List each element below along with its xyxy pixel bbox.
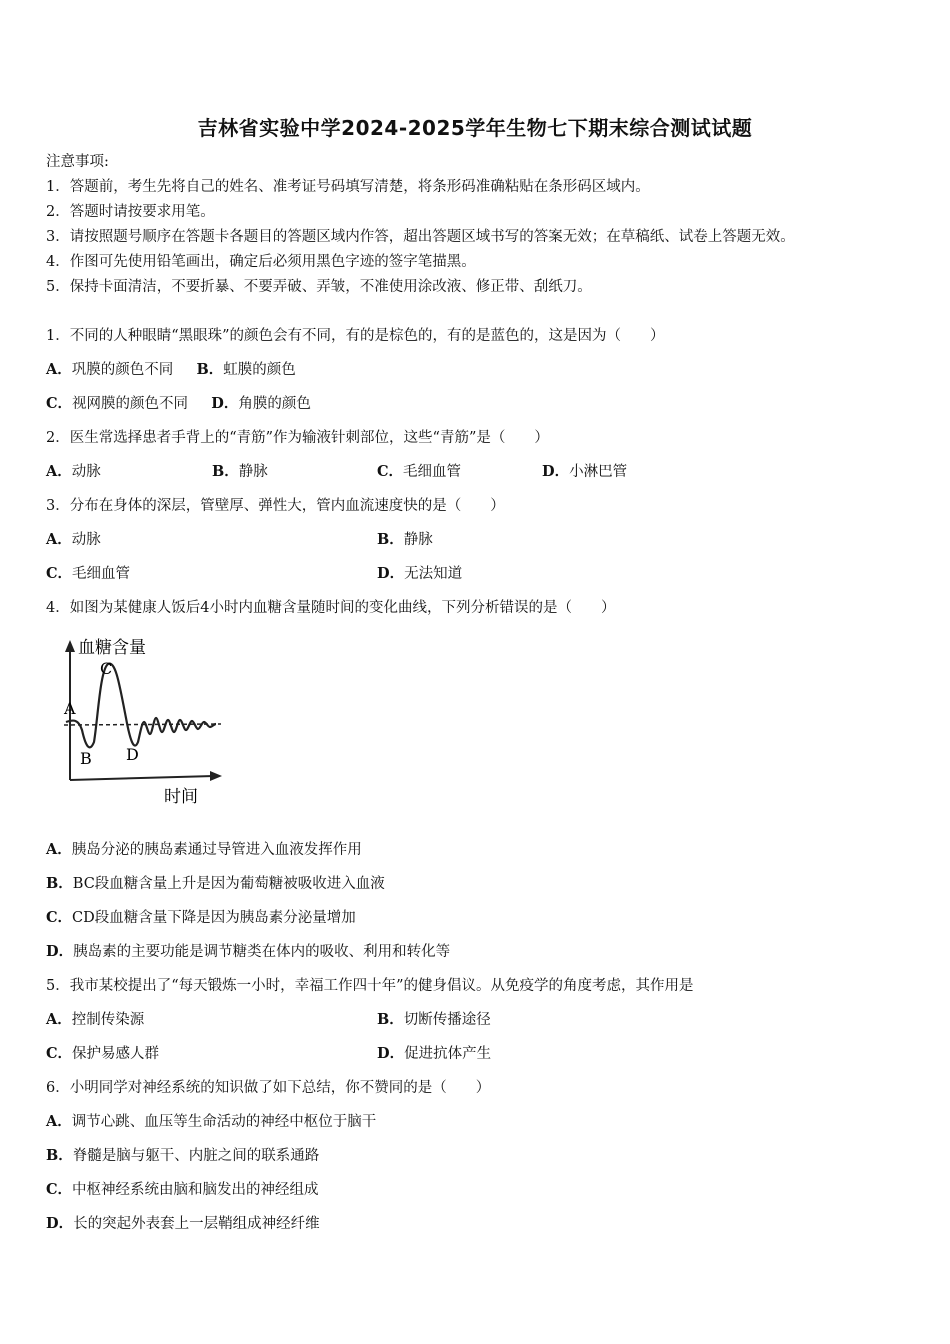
option-a: A．控制传染源 <box>46 1011 145 1028</box>
point-d-label: D <box>126 745 139 764</box>
question-1-options-cd <box>46 394 311 414</box>
question-4-option-c: C．CD段血糖含量下降是因为胰岛素分泌量增加 <box>46 909 356 926</box>
option-label: D． <box>211 395 239 412</box>
question-6-option-a: A．调节心跳、血压等生命活动的神经中枢位于脑干 <box>46 1113 377 1130</box>
option-label: B． <box>196 361 224 378</box>
point-a-label: A <box>64 699 76 718</box>
option-c: C．保护易感人群 <box>46 1045 160 1062</box>
notice-item: 4．作图可先使用铅笔画出，确定后必须用黑色字迹的签字笔描黑。 <box>46 254 476 270</box>
option-label: A． <box>46 361 72 378</box>
y-axis-label: 血糖含量 <box>78 638 146 658</box>
notice-item: 3．请按照题号顺序在答题卡各题目的答题区域内作答，超出答题区域书写的答案无效；在草稿纸、试卷上答题无效。 <box>46 229 795 245</box>
option-c: C．毛细血管 <box>377 463 462 480</box>
notice-item: 1．答题前，考生先将自己的姓名、准考证号码填写清楚，将条形码准确粘贴在条形码区域内。 <box>46 179 650 195</box>
option-text: 视网膜的颜色不同 <box>72 396 189 412</box>
notice-item: 2．答题时请按要求用笔。 <box>46 204 215 220</box>
option-a: A．动脉 <box>46 531 101 548</box>
question-6-option-d: D．长的突起外表套上一层鞘组成神经纤维 <box>46 1215 320 1232</box>
glucose-curve <box>66 664 216 748</box>
point-c-label: C <box>100 659 113 678</box>
question-5-stem: 5．我市某校提出了“每天锻炼一小时，幸福工作四十年”的健身倡议。从免疫学的角度考虑，其作用是 <box>46 978 694 994</box>
question-4-option-d: D．胰岛素的主要功能是调节糖类在体内的吸收、利用和转化等 <box>46 943 451 960</box>
x-axis-label: 时间 <box>164 787 198 807</box>
option-label: C． <box>46 395 73 412</box>
question-1-options-ab <box>46 360 296 380</box>
x-axis-arrow <box>210 771 222 781</box>
notice-item: 5．保持卡面清洁，不要折暴、不要弄破、弄皱，不准使用涂改液、修正带、刮纸刀。 <box>46 279 592 295</box>
x-axis <box>70 776 214 780</box>
question-1-stem: 1．不同的人种眼睛“黑眼珠”的颜色会有不同，有的是棕色的，有的是蓝色的，这是因为（ ） <box>46 328 665 344</box>
notice-heading: 注意事项: <box>46 154 109 170</box>
option-c: C．毛细血管 <box>46 565 131 582</box>
page-title: 吉林省实验中学2024-2025学年生物七下期末综合测试试题 <box>197 116 753 140</box>
point-b-label: B <box>80 749 92 768</box>
option-b: B．静脉 <box>377 531 433 548</box>
question-4-stem: 4．如图为某健康人饭后4小时内血糖含量随时间的变化曲线，下列分析错误的是（ ） <box>46 600 616 616</box>
question-6-option-c: C．中枢神经系统由脑和脑发出的神经组成 <box>46 1181 319 1198</box>
question-2-stem: 2．医生常选择患者手背上的“青筋”作为输液针刺部位，这些“青筋”是（ ） <box>46 430 549 446</box>
option-b: B．静脉 <box>212 463 268 480</box>
option-d: D．小淋巴管 <box>542 463 628 480</box>
option-b: B．切断传播途径 <box>377 1011 491 1028</box>
question-6-option-b: B．脊髓是脑与躯干、内脏之间的联系通路 <box>46 1147 320 1164</box>
option-text: 虹膜的颜色 <box>223 362 296 378</box>
question-4-option-a: A．胰岛分泌的胰岛素通过导管进入血液发挥作用 <box>46 841 362 858</box>
blood-glucose-graph <box>56 630 236 810</box>
question-3-stem: 3．分布在身体的深层，管壁厚、弹性大，管内血流速度快的是（ ） <box>46 498 505 514</box>
question-4-option-b: B．BC段血糖含量上升是因为葡萄糖被吸收进入血液 <box>46 875 385 892</box>
option-text: 角膜的颜色 <box>238 396 311 412</box>
option-text: 巩膜的颜色不同 <box>71 362 174 378</box>
y-axis-arrow <box>65 640 75 652</box>
option-a: A．动脉 <box>46 463 101 480</box>
option-d: D．无法知道 <box>377 565 463 582</box>
question-6-stem: 6．小明同学对神经系统的知识做了如下总结，你不赞同的是（ ） <box>46 1080 491 1096</box>
option-d: D．促进抗体产生 <box>377 1045 492 1062</box>
